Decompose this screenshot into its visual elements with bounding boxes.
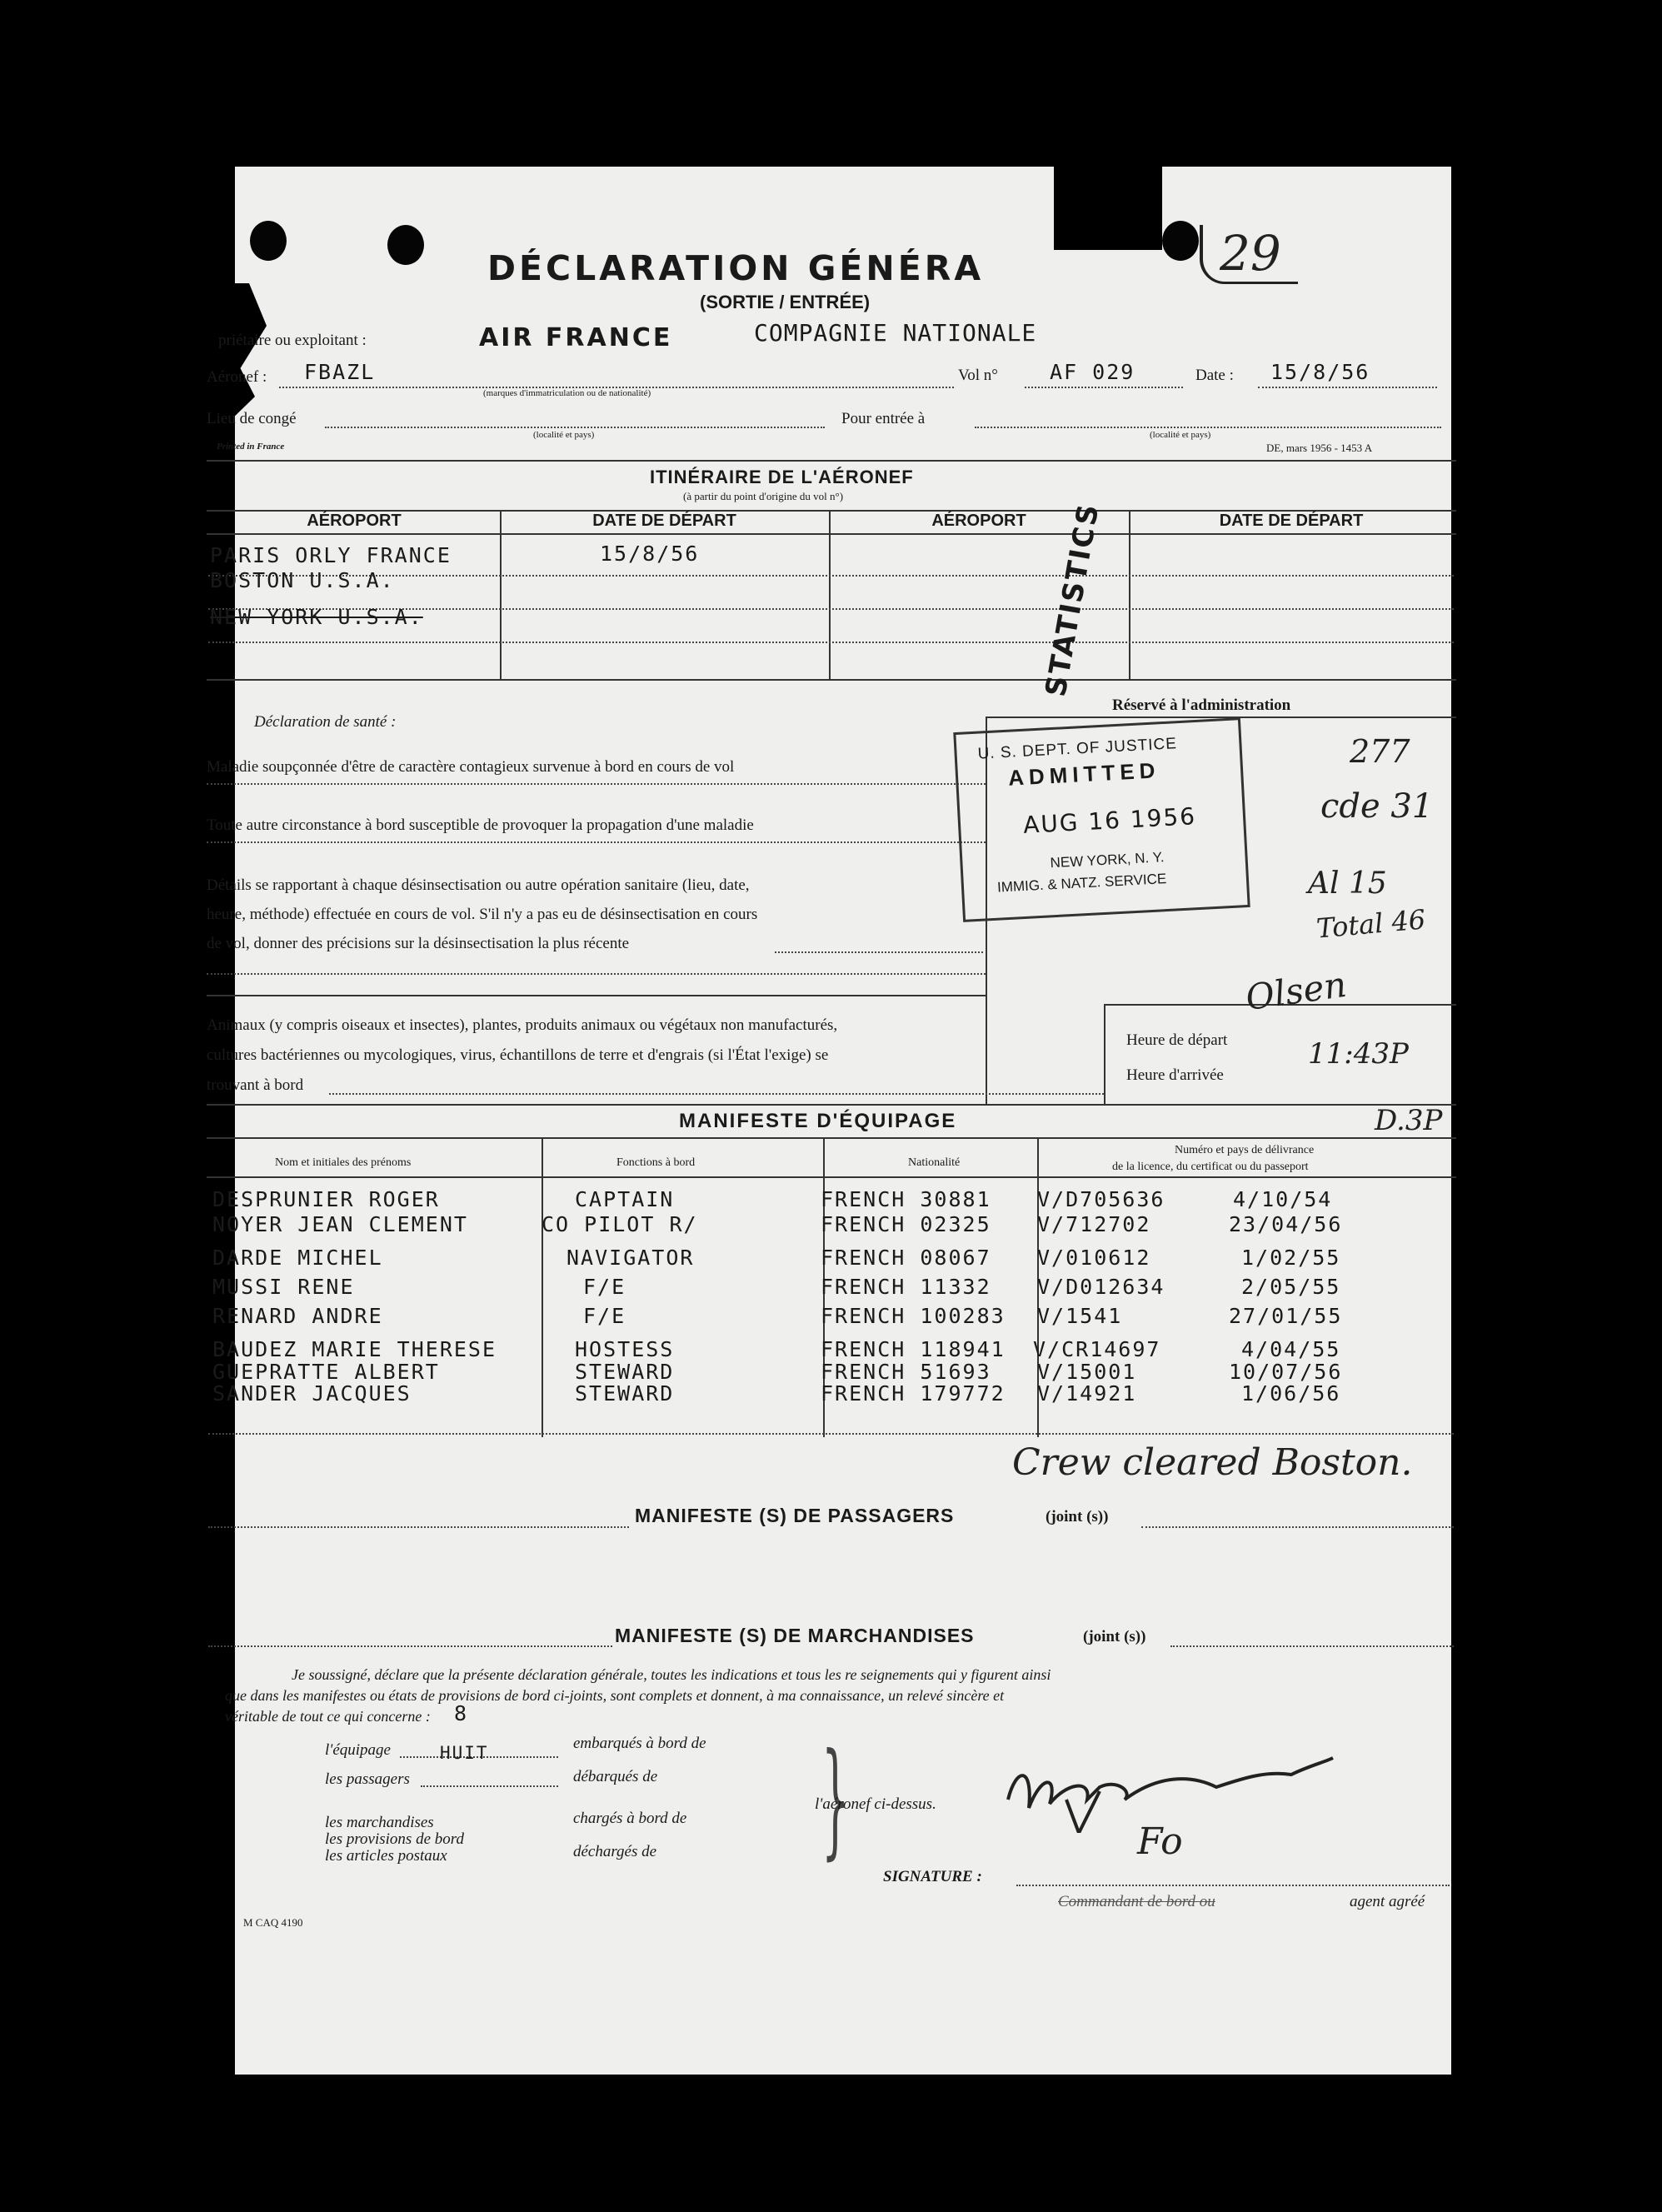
form-ref: DE, mars 1956 - 1453 A [1266,442,1373,454]
agent-struck: Commandant de bord ou [1058,1893,1215,1910]
stamp-date: AUG 16 1956 [1022,802,1197,839]
health-line3a: Détails se rapportant à chaque désinsectisation ou autre opération sanitaire (lieu, date, [207,876,750,894]
health-line4c: trouvant à bord [207,1076,304,1094]
postal-action: déchargés de [573,1843,657,1860]
passengers-title: MANIFESTE (S) DE PASSAGERS [635,1505,955,1526]
health-line1: Maladie soupçonnée d'être de caractère contagieux survenue à bord en cours de vol [207,758,735,776]
hand-total: Total 46 [1315,903,1427,945]
footer-code: M CAQ 4190 [243,1916,303,1929]
crew-row: SANDER JACQUES STEWARD FRENCH 179772 V/14921 1/06/56 [212,1381,1341,1406]
binder-tab [1054,158,1162,250]
col-airport: AÉROPORT [307,512,402,530]
crew-row: DARDE MICHEL NAVIGATOR FRENCH 08067 V/010612 1/02/55 [212,1246,1341,1270]
postal-label: les articles postaux [325,1847,447,1865]
immigration-stamp [953,717,1250,922]
itinerary-airport-2: BOSTON U.S.A. [210,568,395,592]
operator-value-2: COMPAGNIE NATIONALE [754,319,1037,347]
crew-action: embarqués à bord de [573,1735,706,1752]
hand-initials: D.3P [1375,1104,1443,1137]
health-line4b: cultures bactériennes ou mycologiques, virus, échantillons de terre et d'engrais (si l'État l'exige) se [207,1046,829,1064]
itinerary-airport-1: PARIS ORLY FRANCE [210,543,452,567]
col-name: Nom et initiales des prénoms [275,1156,412,1169]
itinerary-airport-3: NEW YORK U.S.A. [210,605,423,629]
col-nationality: Nationalité [908,1156,961,1169]
signature-label: SIGNATURE : [883,1868,982,1885]
aircraft-label: Aéronef : [207,368,267,386]
flight-label: Vol n° [958,367,998,384]
form-subtitle: (SORTIE / ENTRÉE) [700,292,871,312]
itinerary-date-1: 15/8/56 [600,542,700,566]
health-line3c: de vol, donner des précisions sur la désinsectisation la plus récente [207,935,630,952]
statistics-stamp: STATISTICS [1039,500,1106,700]
hand-time: 11:43P [1308,1037,1409,1071]
entry-caption: (localité et pays) [1150,430,1211,440]
printed-in: Printed in France [217,442,285,452]
crew-title: MANIFESTE D'ÉQUIPAGE [679,1110,957,1132]
date-value: 15/8/56 [1270,360,1370,384]
goods-label: les marchandises [325,1814,434,1831]
admin-title: Réservé à l'administration [1112,697,1291,714]
crew-row: GUEPRATTE ALBERT STEWARD FRENCH 51693 V/15001 10/07/56 [212,1360,1343,1384]
stamp-line1: U. S. DEPT. OF JUSTICE [977,735,1178,763]
signature-initials: Fo [1137,1820,1183,1863]
health-line4a: Animaux (y compris oiseaux et insectes), plantes, produits animaux ou végétaux non manufacturés, [207,1016,838,1034]
crew-row: DESPRUNIER ROGER CAPTAIN FRENCH 30881 V/D705636 4/10/54 [212,1187,1333,1211]
aircraft-value: FBAZL [304,360,376,384]
operator-value: AIR FRANCE [479,323,673,352]
hand-signature: Olsen [1243,963,1350,1019]
crew-row: MUSSI RENE F/E FRENCH 11332 V/D012634 2/05/55 [212,1275,1341,1299]
cargo-joint: (joint (s)) [1083,1628,1146,1645]
stamp-admitted: ADMITTED [1007,757,1161,791]
health-line2: Toute autre circonstance à bord susceptible de provoquer la propagation d'une maladie [207,816,754,834]
declaration-text3: véritable de tout ce qui concerne : [225,1708,431,1725]
hand-code: cde 31 [1320,787,1434,826]
provisions-label: les provisions de bord [325,1830,464,1848]
date-label: Date : [1195,367,1234,384]
cargo-title: MANIFESTE (S) DE MARCHANDISES [615,1625,975,1646]
itinerary-title: ITINÉRAIRE DE L'AÉRONEF [650,467,914,487]
agent-label: agent agréé [1350,1893,1425,1910]
crew-row: BAUDEZ MARIE THERESE HOSTESS FRENCH 118941 V/CR14697 4/04/55 [212,1337,1341,1361]
passengers-action: débarqués de [573,1768,658,1785]
hand-277: 277 [1350,733,1410,770]
operator-label: priétaire ou exploitant : [218,332,367,349]
passengers-count-label: les passagers [325,1770,410,1788]
passengers-count: HUIT [440,1743,489,1763]
departure-place-label: Lieu de congé [207,410,297,427]
col-license-1: Numéro et pays de délivrance [1175,1144,1315,1156]
brace: } [821,1727,850,1872]
form-title: DÉCLARATION GÉNÉRA [487,248,985,288]
stamp-service: IMMIG. & NATZ. SERVICE [996,871,1167,896]
handwritten-page-number: 29 [1200,225,1298,284]
health-line3b: heure, méthode) effectuée en cours de vol. S'il n'y a pas eu de désinsectisation en cours [207,906,758,923]
crew-row: RENARD ANDRE F/E FRENCH 100283 V/1541 27/01/55 [212,1304,1343,1328]
passengers-joint: (joint (s)) [1046,1508,1109,1525]
col-departure-date-2: DATE DE DÉPART [1219,512,1364,530]
punch-hole [250,221,287,261]
aircraft-caption: (marques d'immatriculation ou de nationalité) [483,388,651,398]
crew-count: 8 [454,1701,469,1725]
flight-value: AF 029 [1050,360,1135,384]
declaration-text2: que dans les manifestes ou états de provisions de bord ci-joints, sont complets et donnent, à ma connaissance, un relevé sincère et [225,1687,1005,1704]
crew-count-label: l'équipage [325,1741,391,1759]
entry-label: Pour entrée à [841,410,926,427]
punch-hole [387,225,424,265]
punch-hole [1162,221,1199,261]
goods-action: chargés à bord de [573,1810,687,1827]
itinerary-caption: (à partir du point d'origine du vol n°) [683,490,844,502]
crew-row: NOYER JEAN CLEMENT CO PILOT R/ FRENCH 02325 V/712702 23/04/56 [212,1212,1343,1236]
departure-time-label: Heure de départ [1126,1031,1228,1049]
captain-signature [1000,1741,1341,1833]
arrival-time-label: Heure d'arrivée [1126,1066,1224,1084]
col-airport-2: AÉROPORT [931,512,1026,530]
departure-caption: (localité et pays) [533,430,595,440]
col-license-2: de la licence, du certificat ou du passeport [1112,1161,1309,1173]
col-departure-date: DATE DE DÉPART [592,512,736,530]
health-title: Déclaration de santé : [254,713,397,731]
hand-al: Al 15 [1308,866,1387,901]
aircraft-text: l'aéronef ci-dessus. [815,1795,936,1813]
col-function: Fonctions à bord [616,1156,696,1169]
stamp-city: NEW YORK, N. Y. [1050,849,1165,871]
crew-cleared-note: Crew cleared Boston. [1012,1441,1413,1484]
declaration-text1: Je soussigné, déclare que la présente déclaration générale, toutes les indications et tous les re seignements qui y figurent ainsi [292,1666,1051,1683]
